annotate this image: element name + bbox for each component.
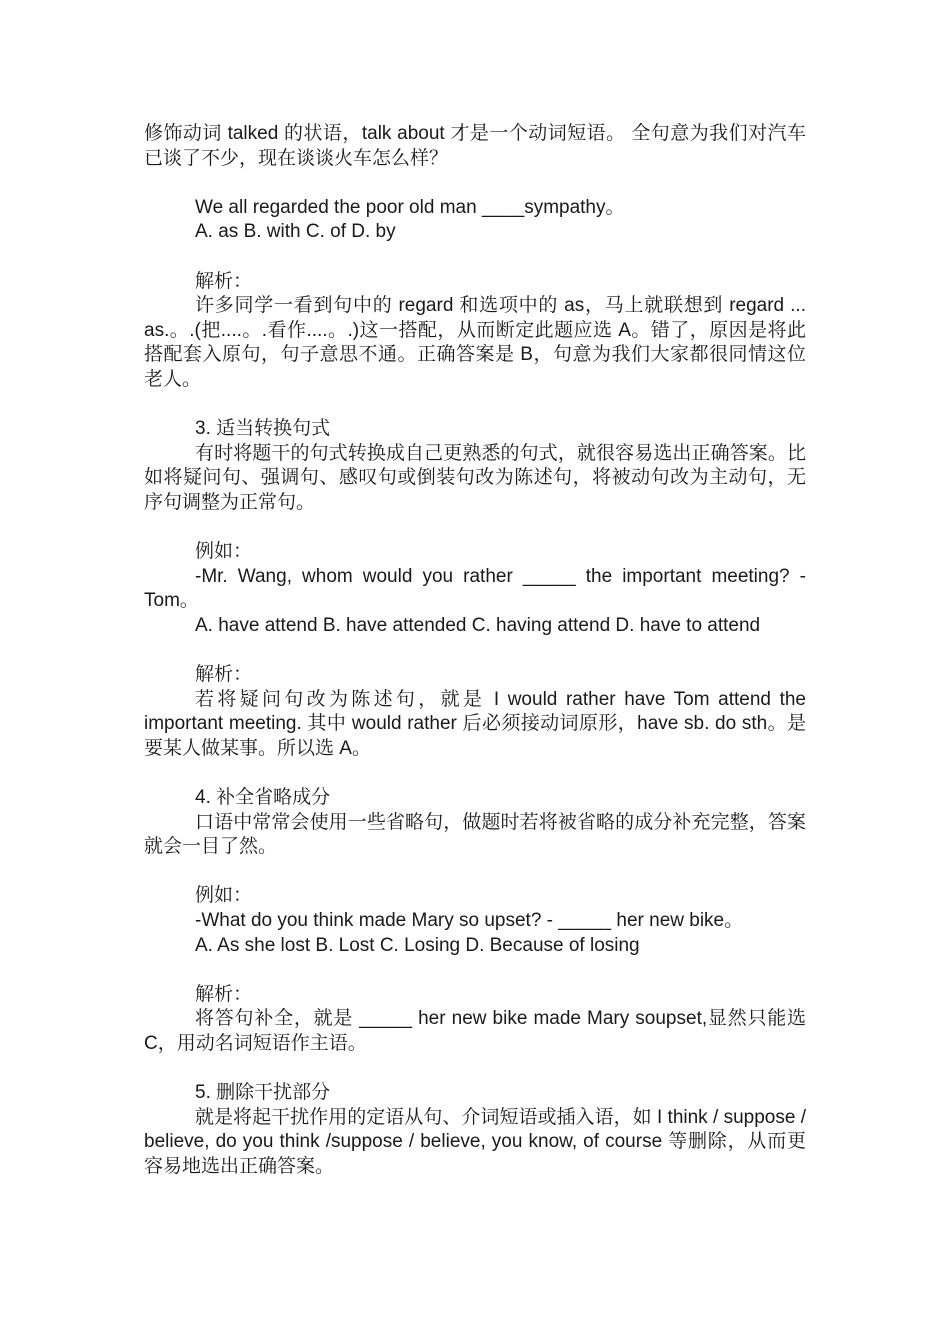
paragraph-spacer: [144, 393, 806, 418]
example-question: -Mr. Wang, whom would you rather _____ the important meeting? -Tom。: [144, 565, 806, 612]
paragraph-spacer: [144, 245, 806, 270]
example-label: 例如：: [195, 541, 253, 563]
paragraph-spacer: [144, 1057, 806, 1082]
analysis-text: 许多同学一看到句中的 regard 和选项中的 as，马上就联想到 regard ... as.。.(把....。.看作....。.)这一搭配，从而断定此题应选 A。错了，原因是将此搭配套入原句，句子意思不通。正确答案是 B，句意为我们大家都很同情这位老人。: [144, 295, 806, 390]
paragraph-spacer: [144, 958, 806, 983]
analysis-text: 将答句补全，就是 _____ her new bike made Mary soupset,显然只能选 C，用动名词短语作主语。: [144, 1008, 806, 1054]
paragraph-intro: 修饰动词 talked 的状语，talk about 才是一个动词短语。 全句意为我们对汽车已谈了不少，现在谈谈火车怎么样？: [144, 123, 806, 169]
section-heading: 3. 适当转换句式: [195, 418, 331, 440]
example-options: A. as B. with C. of D. by: [195, 221, 396, 243]
section-heading: 5. 删除干扰部分: [195, 1082, 331, 1104]
paragraph-spacer: [144, 171, 806, 196]
analysis-label: 解析：: [195, 983, 253, 1005]
paragraph-spacer: [144, 516, 806, 541]
analysis-label: 解析：: [195, 270, 253, 292]
example-label: 例如：: [195, 885, 253, 907]
document-body: [144, 122, 806, 1180]
section-heading: 4. 补全省略成分: [195, 787, 331, 809]
section-text: 就是将起干扰作用的定语从句、介词短语或插入语，如 I think / suppose / believe, do you think /suppose / believe, you know, of course 等删除，从而更容易地选出正确答案。: [144, 1106, 806, 1177]
paragraph-spacer: [144, 860, 806, 885]
analysis-text: 若将疑问句改为陈述句，就是 I would rather have Tom attend the important meeting. 其中 would rather 后必须接动词原形，have sb. do sth。是要某人做某事。所以选 A。: [144, 688, 806, 759]
paragraph-spacer: [144, 761, 806, 786]
paragraph-spacer: [144, 638, 806, 663]
section-text: 口语中常常会使用一些省略句，做题时若将被省略的成分补充完整，答案就会一目了然。: [144, 811, 806, 858]
example-options: A. have attend B. have attended C. having attend D. have to attend: [195, 614, 761, 636]
example-question: We all regarded the poor old man ____sympathy。: [195, 196, 625, 218]
section-text: 有时将题干的句式转换成自己更熟悉的句式，就很容易选出正确答案。比如将疑问句、强调句、感叹句或倒装句改为陈述句，将被动句改为主动句，无序句调整为正常句。: [144, 442, 806, 513]
example-question: -What do you think made Mary so upset? - _____ her new bike。: [195, 910, 744, 931]
example-options: A. As she lost B. Lost C. Losing D. Because of losing: [195, 934, 640, 956]
analysis-label: 解析：: [195, 664, 253, 686]
